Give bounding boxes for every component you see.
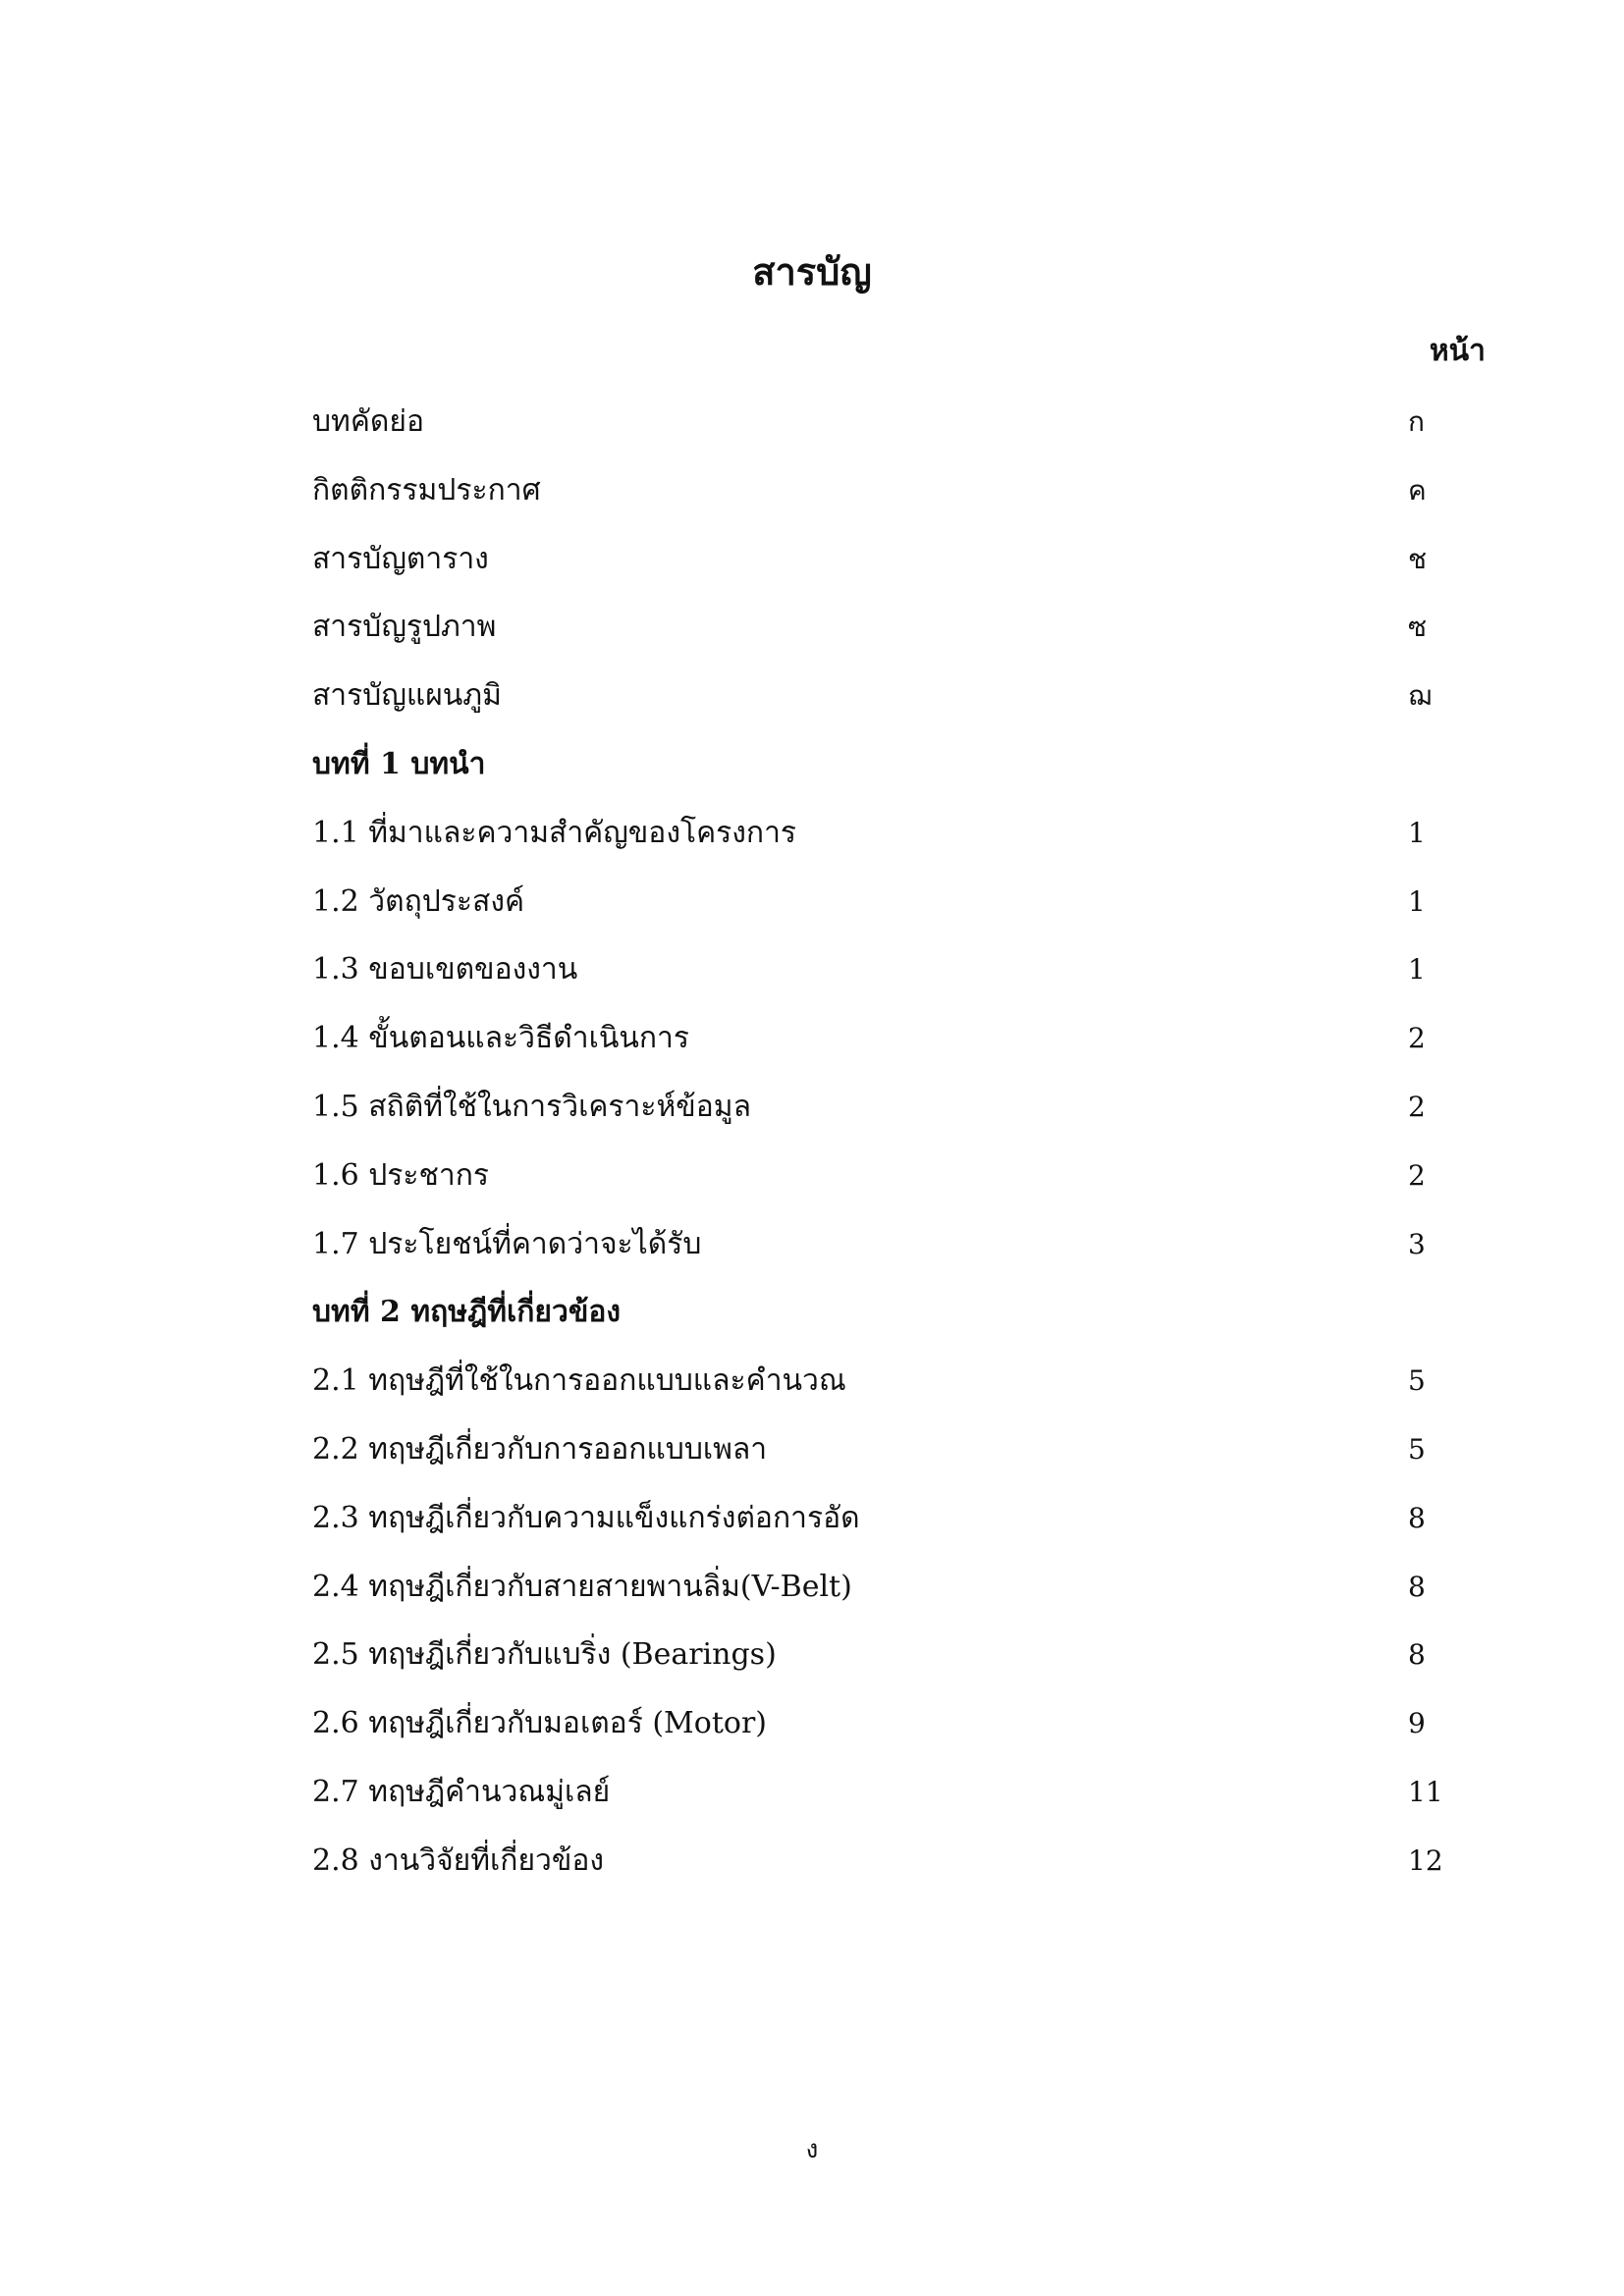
toc-entry-page: 8 xyxy=(1408,1501,1426,1534)
toc-entry-label: 2.8 งานวิจัยที่เกี่ยวข้อง xyxy=(312,1842,605,1878)
page-column-header: หน้า xyxy=(1429,334,1486,368)
toc-entry xyxy=(312,400,1487,469)
toc-entry-label: กิตติกรรมประกาศ xyxy=(312,472,541,507)
toc-entry xyxy=(312,1360,1487,1428)
toc-chapter-heading xyxy=(312,1291,1487,1360)
toc-entry-page: 2 xyxy=(1408,1090,1426,1123)
toc-entry xyxy=(312,1017,1487,1086)
page-title: สารบัญ xyxy=(752,249,872,294)
toc-entry-page: 9 xyxy=(1408,1707,1426,1740)
toc-entry-page: ฌ xyxy=(1408,679,1432,713)
toc-entry xyxy=(312,1497,1487,1566)
toc-entry-label: 1.2 วัตถุประสงค์ xyxy=(312,883,525,919)
page-number-footer: ง xyxy=(805,2135,819,2164)
toc-entry xyxy=(312,812,1487,881)
toc-entry-page: 5 xyxy=(1408,1432,1426,1466)
toc-entry xyxy=(312,1771,1487,1840)
toc-entry xyxy=(312,1428,1487,1497)
toc-entry-label: 2.5 ทฤษฎีเกี่ยวกับแบริ่ง (Bearings) xyxy=(312,1637,777,1673)
toc-entry-label: 2.1 ทฤษฎีที่ใช้ในการออกแบบและคำนวณ xyxy=(312,1363,846,1399)
toc-entry-page: ค xyxy=(1408,473,1427,507)
toc-entry-label: สารบัญตาราง xyxy=(312,541,489,576)
toc-entry-page: 11 xyxy=(1408,1775,1443,1808)
toc-entry-label: 1.6 ประชากร xyxy=(312,1157,489,1193)
toc-entry-page: 1 xyxy=(1408,953,1426,987)
table-of-contents xyxy=(312,400,1487,1908)
toc-entry-label: 1.3 ขอบเขตของงาน xyxy=(312,952,578,988)
toc-entry-page: 3 xyxy=(1408,1227,1426,1260)
toc-entry-page: 2 xyxy=(1408,1158,1426,1192)
toc-entry-label: บทที่ 2 ทฤษฎีที่เกี่ยวข้อง xyxy=(312,1295,622,1330)
toc-entry xyxy=(312,1566,1487,1634)
toc-entry xyxy=(312,469,1487,538)
toc-entry-label: 1.5 สถิติที่ใช้ในการวิเคราะห์ข้อมูล xyxy=(312,1089,751,1124)
toc-entry-label: 2.6 ทฤษฎีเกี่ยวกับมอเตอร์ (Motor) xyxy=(312,1706,767,1741)
toc-entry xyxy=(312,1840,1487,1908)
toc-entry xyxy=(312,948,1487,1017)
toc-entry xyxy=(312,1086,1487,1154)
toc-entry-label: 2.7 ทฤษฎีคำนวณมู่เลย์ xyxy=(312,1774,611,1809)
toc-entry-label: สารบัญรูปภาพ xyxy=(312,610,497,645)
toc-entry-label: 2.3 ทฤษฎีเกี่ยวกับความแข็งแกร่งต่อการอัด xyxy=(312,1500,860,1535)
toc-entry xyxy=(312,1702,1487,1771)
toc-entry xyxy=(312,606,1487,674)
toc-entry-label: 2.2 ทฤษฎีเกี่ยวกับการออกแบบเพลา xyxy=(312,1431,768,1467)
toc-entry-page: 1 xyxy=(1408,884,1426,918)
toc-entry-page: 5 xyxy=(1408,1364,1426,1398)
toc-entry-label: บทคัดย่อ xyxy=(312,404,424,439)
toc-entry-label: 1.7 ประโยชน์ที่คาดว่าจะได้รับ xyxy=(312,1226,702,1261)
toc-entry-page: ซ xyxy=(1408,611,1428,644)
toc-entry xyxy=(312,674,1487,743)
toc-entry xyxy=(312,881,1487,949)
toc-entry-page: 2 xyxy=(1408,1022,1426,1055)
toc-entry-page: 8 xyxy=(1408,1638,1426,1672)
toc-entry xyxy=(312,1633,1487,1702)
toc-entry-page: ก xyxy=(1408,405,1425,438)
toc-entry-page: ช xyxy=(1408,542,1428,575)
toc-entry-label: สารบัญแผนภูมิ xyxy=(312,678,502,714)
toc-entry-label: 1.4 ขั้นตอนและวิธีดำเนินการ xyxy=(312,1021,689,1056)
toc-entry xyxy=(312,1223,1487,1292)
toc-chapter-heading xyxy=(312,743,1487,812)
toc-entry-label: 1.1 ที่มาและความสำคัญของโครงการ xyxy=(312,815,797,850)
toc-entry-page: 12 xyxy=(1408,1843,1443,1877)
toc-entry xyxy=(312,1154,1487,1223)
toc-entry-label: บทที่ 1 บทนำ xyxy=(312,746,486,781)
toc-entry-label: 2.4 ทฤษฎีเกี่ยวกับสายสายพานลิ่ม(V-Belt) xyxy=(312,1569,852,1604)
toc-entry xyxy=(312,538,1487,607)
toc-entry-page: 8 xyxy=(1408,1570,1426,1603)
toc-entry-page: 1 xyxy=(1408,816,1426,849)
